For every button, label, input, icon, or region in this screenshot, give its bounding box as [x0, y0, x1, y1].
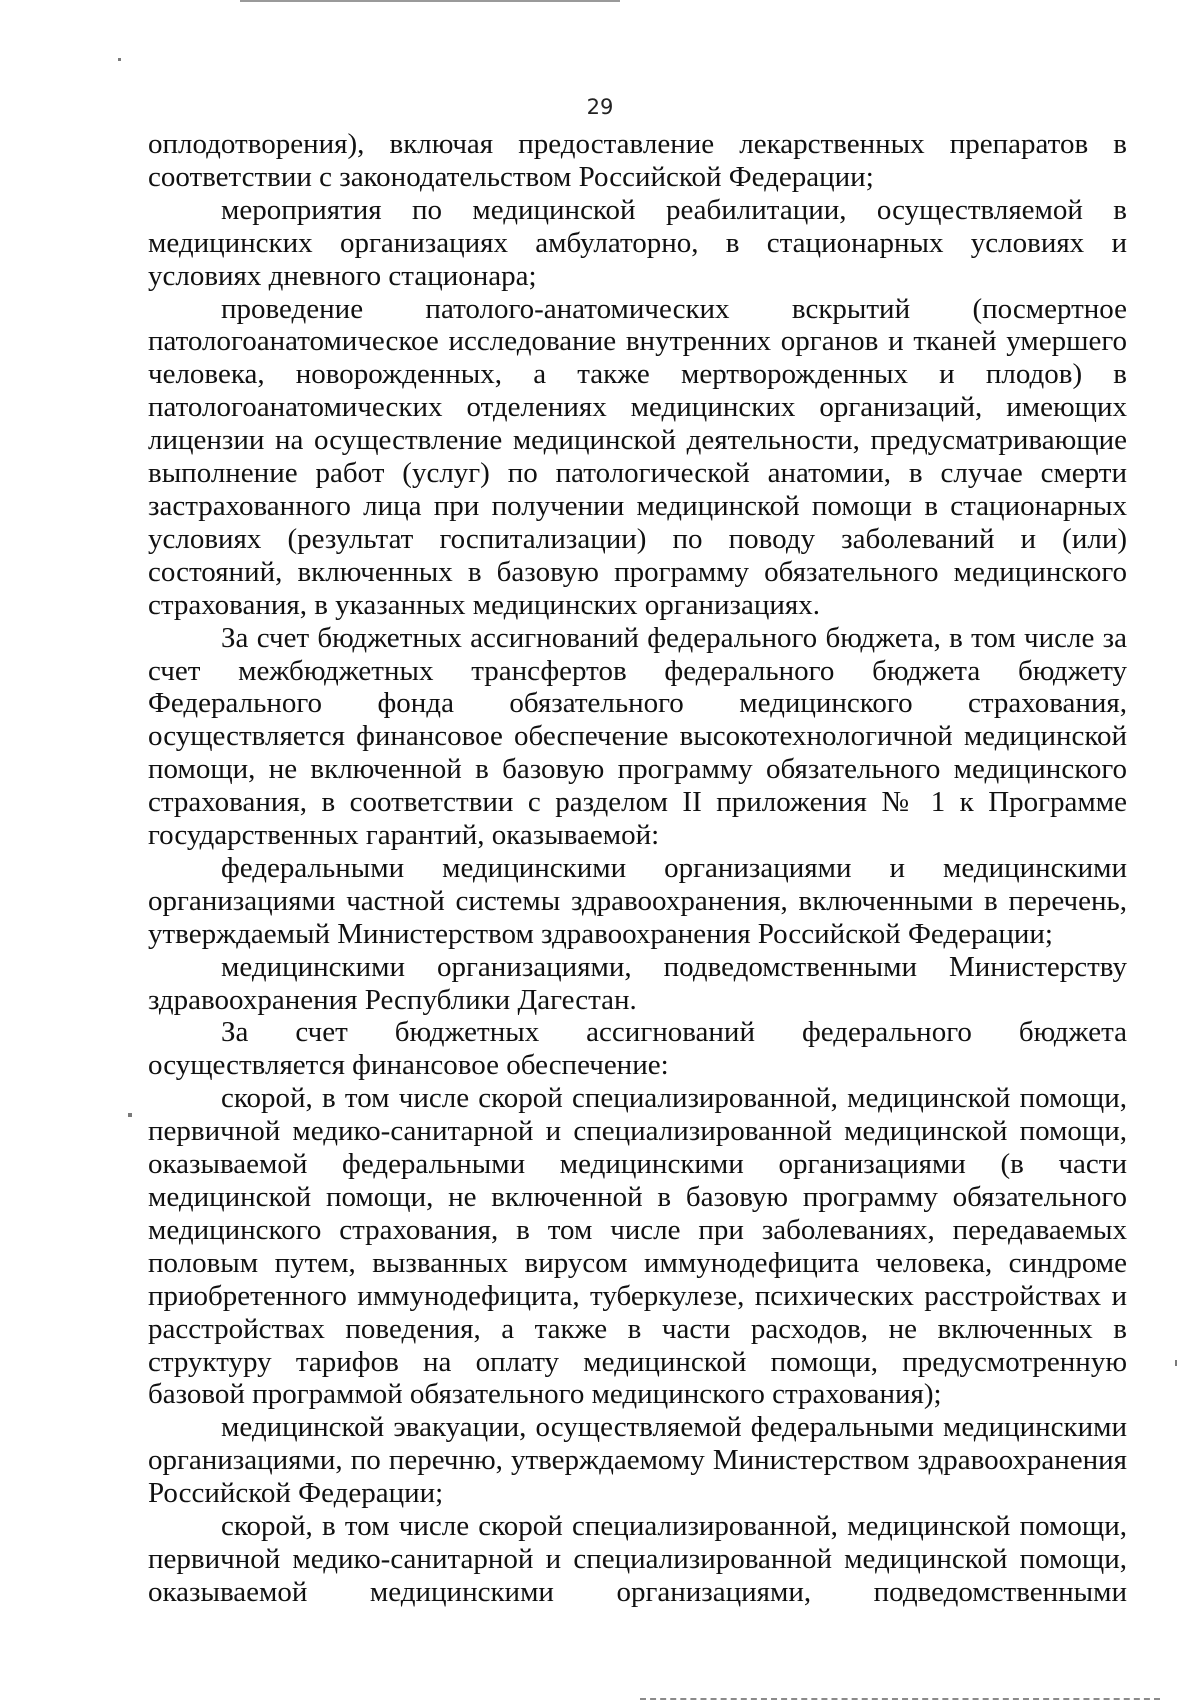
document-body — [148, 128, 1127, 1609]
paragraph: За счет бюджетных ассигнований федерального бюджета осуществляется финансовое обеспечение: — [148, 1016, 1127, 1082]
paragraph: скорой, в том числе скорой специализированной, медицинской помощи, первичной медико-санитарной и специализированной медицинской помощи, оказываемой федеральными медицинскими организациями (в части медицинской помощи, не включенной в базовую программу обязательного медицинского страхования, в том числе при заболеваниях, передаваемых половым путем, вызванных вирусом иммунодефицита человека, синдроме приобретенного иммунодефицита, туберкулезе, психических расстройствах и расстройствах поведения, а также в части расходов, не включенных в структуру тарифов на оплату медицинской помощи, предусмотренную базовой программой обязательного медицинского страхования); — [148, 1082, 1127, 1411]
page-number: 29 — [586, 95, 614, 119]
scan-speck — [1175, 1360, 1177, 1366]
paragraph: скорой, в том числе скорой специализированной, медицинской помощи, первичной медико-санитарной и специализированной медицинской помощи, оказываемой медицинскими организациями, подведомственными — [148, 1510, 1127, 1608]
paragraph: федеральными медицинскими организациями и медицинскими организациями частной системы здравоохранения, включенными в перечень, утверждаемый Министерством здравоохранения Российской Федерации; — [148, 851, 1127, 950]
paragraph: мероприятия по медицинской реабилитации, осуществляемой в медицинских организациях амбулаторно, в стационарных условиях и условиях дневного стационара; — [148, 193, 1127, 292]
paragraph: За счет бюджетных ассигнований федерального бюджета, в том числе за счет межбюджетных трансфертов федерального бюджета бюджету Федерального фонда обязательного медицинского страхования, осуществляется финансовое обеспечение высокотехнологичной медицинской помощи, не включенной в базовую программу обязательного медицинского страхования, в соответствии с разделом II приложения № 1 к Программе государственных гарантий, оказываемой: — [148, 621, 1127, 852]
scan-speck — [128, 1113, 132, 1117]
paragraph: медицинской эвакуации, осуществляемой федеральными медицинскими организациями, по перечню, утверждаемому Министерством здравоохранения Российской Федерации; — [148, 1411, 1127, 1510]
scan-top-edge — [240, 0, 620, 2]
scan-bottom-edge — [640, 1698, 1160, 1700]
scan-speck — [118, 58, 121, 61]
paragraph: оплодотворения), включая предоставление лекарственных препаратов в соответствии с законодательством Российской Федерации; — [148, 128, 1127, 193]
paragraph: проведение патолого-анатомических вскрытий (посмертное патологоанатомическое исследование внутренних органов и тканей умершего человека, новорожденных, а также мертворожденных и плодов) в патологоанатомических отделениях медицинских организаций, имеющих лицензии на осуществление медицинской деятельности, предусматривающие выполнение работ (услуг) по патологической анатомии, в случае смерти застрахованного лица при получении медицинской помощи в стационарных условиях (результат госпитализации) по поводу заболеваний и (или) состояний, включенных в базовую программу обязательного медицинского страхования, в указанных медицинских организациях. — [148, 292, 1127, 621]
paragraph: медицинскими организациями, подведомственными Министерству здравоохранения Республики Дагестан. — [148, 950, 1127, 1016]
